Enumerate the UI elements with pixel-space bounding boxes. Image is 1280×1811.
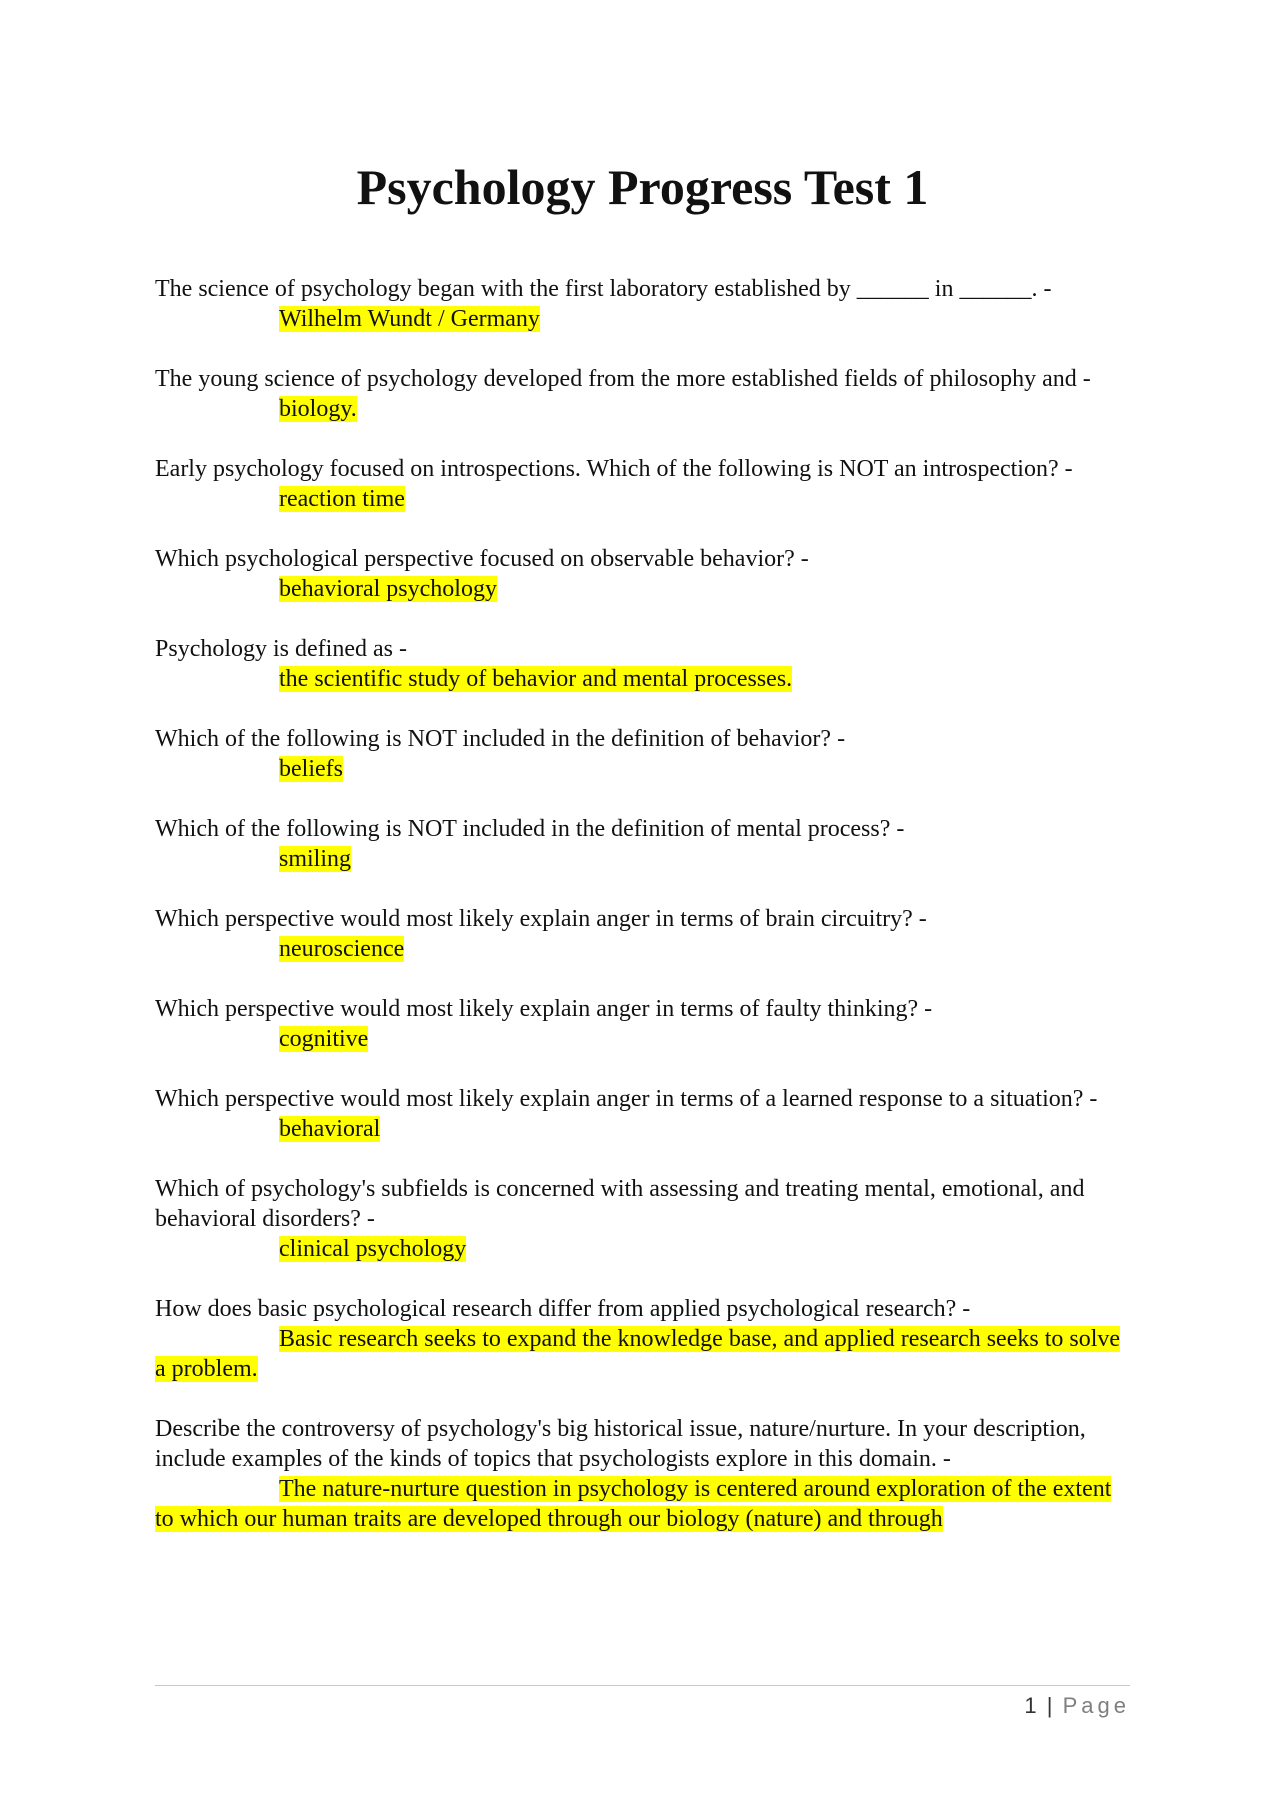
answer-line [155, 1234, 1130, 1264]
qa-item [155, 1294, 1130, 1384]
answer-line [155, 484, 1130, 514]
answer-line [155, 574, 1130, 604]
page-footer [1024, 1692, 1130, 1720]
answer-text: smiling [279, 846, 352, 872]
answer-text: clinical psychology [279, 1236, 467, 1262]
footer-separator: | [1046, 1693, 1053, 1718]
qa-item [155, 274, 1130, 334]
qa-item [155, 724, 1130, 784]
answer-text: neuroscience [279, 936, 405, 962]
answer-line [155, 844, 1130, 874]
question-text: Psychology is defined as - [155, 636, 407, 662]
qa-item [155, 904, 1130, 964]
answer-line [155, 304, 1130, 334]
question-text: Which of psychology's subfields is concerned with assessing and treating mental, emotional, and behavioral disorders? - [155, 1176, 1085, 1232]
answer-text: Basic research seeks to expand the knowledge base, and applied research seeks to solve a problem. [155, 1326, 1121, 1382]
answer-text: biology. [279, 396, 357, 422]
answer-text: reaction time [279, 486, 405, 512]
answer-text: The nature-nurture question in psychology is centered around exploration of the extent to which our human traits are developed through our biology (nature) and through [155, 1476, 1112, 1532]
qa-item [155, 1084, 1130, 1144]
answer-line [155, 664, 1130, 694]
page-label: Page [1062, 1693, 1130, 1718]
answer-text: the scientific study of behavior and mental processes. [279, 666, 793, 692]
footer-divider [155, 1685, 1130, 1686]
document-page [155, 0, 1130, 1811]
qa-item [155, 454, 1130, 514]
qa-item [155, 364, 1130, 424]
answer-line [155, 1114, 1130, 1144]
answer-text: Wilhelm Wundt / Germany [279, 306, 540, 332]
answer-text: behavioral [279, 1116, 381, 1142]
question-text: Which of the following is NOT included in the definition of mental process? - [155, 816, 905, 842]
question-text: Which perspective would most likely explain anger in terms of faulty thinking? - [155, 996, 933, 1022]
question-text: Which psychological perspective focused on observable behavior? - [155, 546, 809, 572]
qa-item [155, 634, 1130, 694]
answer-text: cognitive [279, 1026, 369, 1052]
question-text: Which perspective would most likely explain anger in terms of brain circuitry? - [155, 906, 927, 932]
qa-item [155, 1414, 1130, 1534]
answer-line [155, 754, 1130, 784]
answer-line [155, 1474, 1130, 1534]
question-text: Describe the controversy of psychology's big historical issue, nature/nurture. In your description, include examples of the kinds of topics that psychologists explore in this domain. - [155, 1416, 1086, 1472]
question-text: The young science of psychology developed from the more established fields of philosophy and - [155, 366, 1091, 392]
question-text: Which of the following is NOT included in the definition of behavior? - [155, 726, 846, 752]
qa-item [155, 994, 1130, 1054]
answer-line [155, 934, 1130, 964]
page-number: 1 [1024, 1693, 1037, 1718]
answer-text: behavioral psychology [279, 576, 497, 602]
document-title: Psychology Progress Test 1 [356, 159, 929, 215]
question-text: How does basic psychological research differ from applied psychological research? - [155, 1296, 971, 1322]
question-list [155, 274, 1130, 1564]
question-text: The science of psychology began with the first laboratory established by ______ in ______. - [155, 276, 1052, 302]
answer-line [155, 1024, 1130, 1054]
answer-line [155, 1324, 1130, 1384]
question-text: Early psychology focused on introspections. Which of the following is NOT an introspection? - [155, 456, 1073, 482]
qa-item [155, 1174, 1130, 1264]
qa-item [155, 814, 1130, 874]
question-text: Which perspective would most likely explain anger in terms of a learned response to a situation? - [155, 1086, 1098, 1112]
answer-text: beliefs [279, 756, 343, 782]
qa-item [155, 544, 1130, 604]
answer-line [155, 394, 1130, 424]
